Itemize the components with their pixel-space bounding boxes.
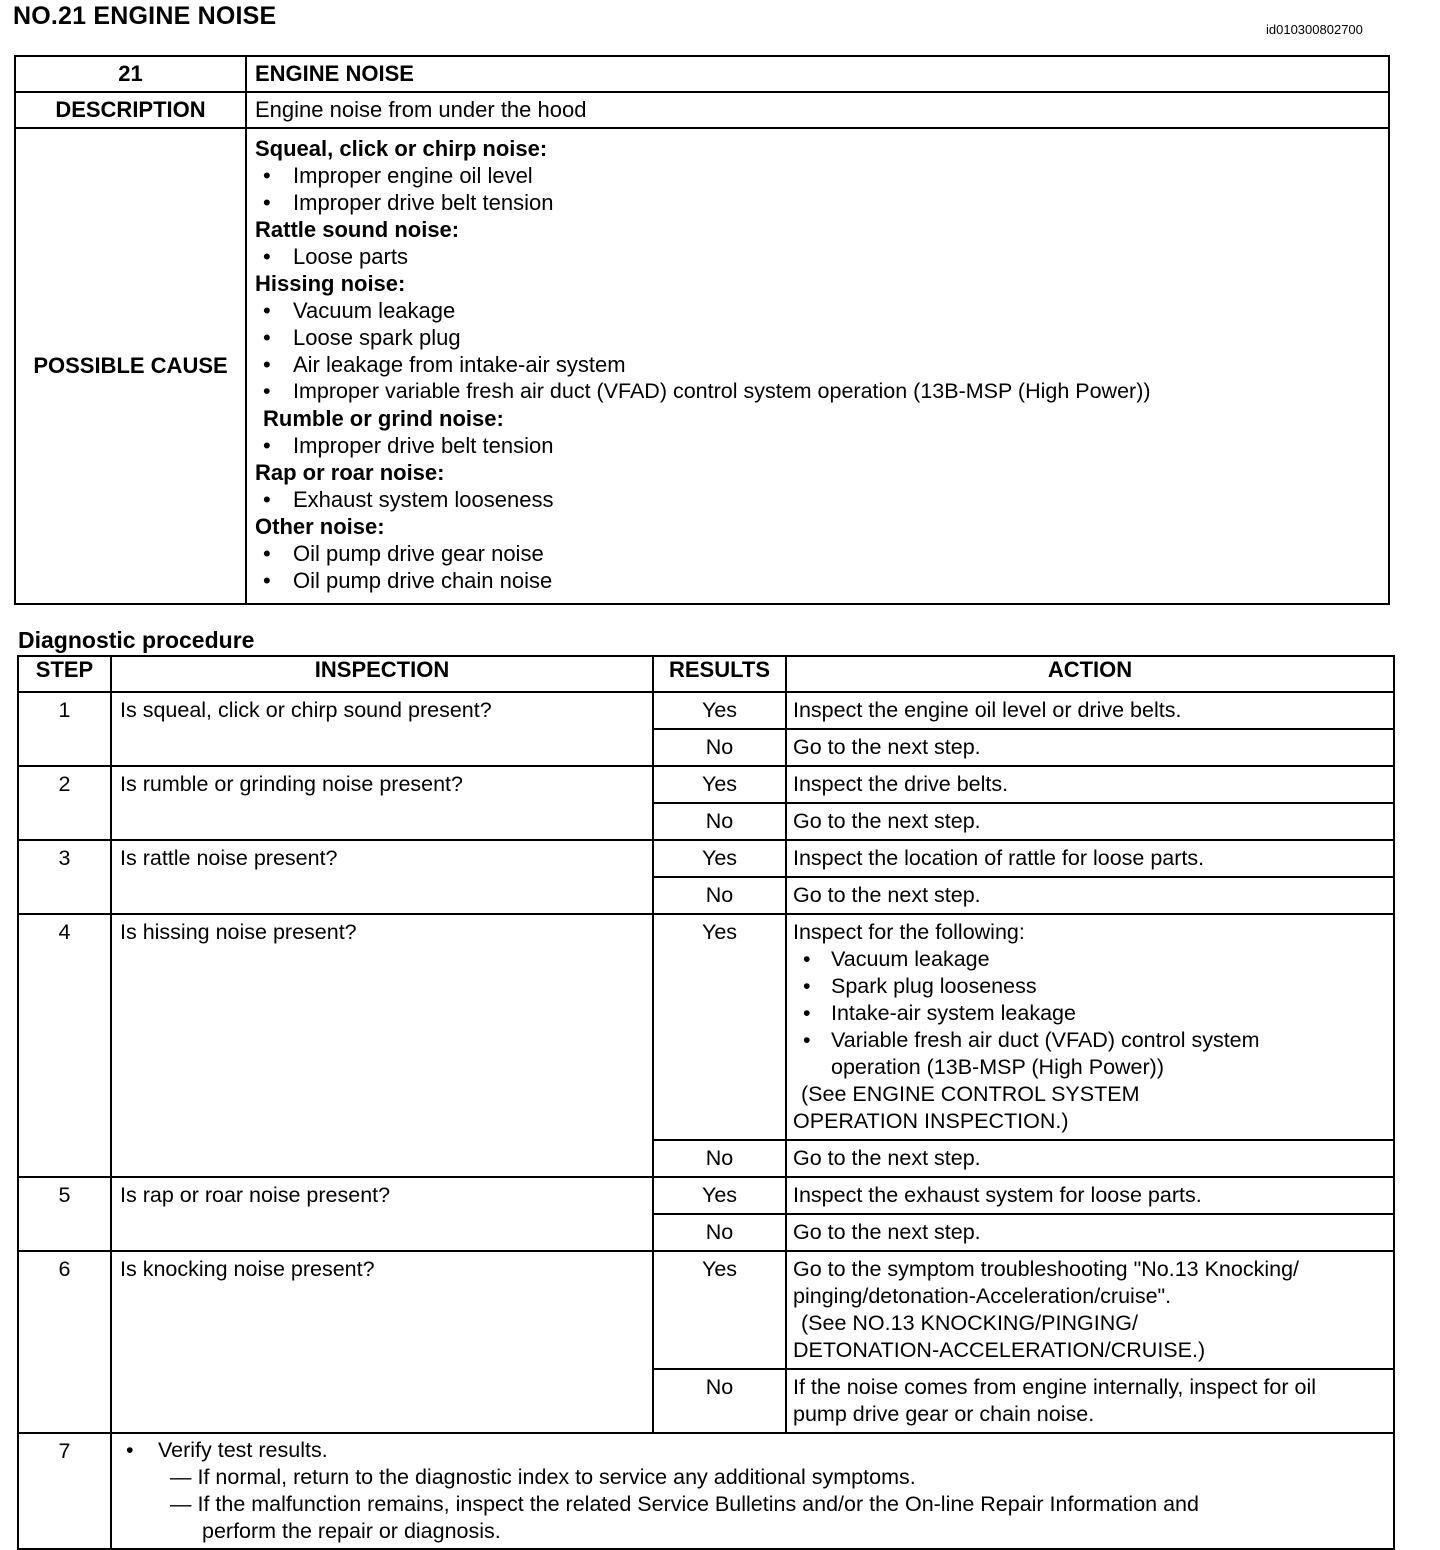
step-number: 3: [18, 840, 111, 914]
result-yes: Yes: [653, 766, 786, 803]
cause-heading: Other noise:: [255, 514, 385, 539]
bullet-icon: •: [263, 433, 271, 458]
action-text: [786, 1369, 1394, 1433]
inspection-text: Is hissing noise present?: [111, 914, 653, 1177]
bullet-icon: •: [803, 947, 811, 971]
description-label: DESCRIPTION: [15, 92, 246, 128]
result-yes: Yes: [653, 1177, 786, 1214]
table-row: [18, 1251, 1394, 1369]
cause-item: • Improper engine oil level: [263, 163, 533, 188]
table-row: [18, 766, 1394, 803]
step-number: 1: [18, 692, 111, 766]
bullet-icon: •: [263, 568, 271, 593]
symptom-number: 21: [15, 56, 246, 92]
action-reference: OPERATION INSPECTION.): [793, 1109, 1069, 1133]
inspection-text: Is rap or roar noise present?: [111, 1177, 653, 1251]
result-no: No: [653, 1214, 786, 1251]
cause-heading: Hissing noise:: [255, 271, 406, 296]
bullet-icon: •: [263, 352, 271, 377]
bullet-icon: •: [263, 379, 271, 403]
bullet-icon: •: [263, 298, 271, 323]
table-row: [18, 1177, 1394, 1214]
cause-heading: Squeal, click or chirp noise:: [255, 136, 548, 161]
action-line: pump drive gear or chain noise.: [793, 1402, 1095, 1426]
cause-heading: Rap or roar noise:: [255, 460, 445, 485]
bullet-icon: •: [263, 244, 271, 269]
action-line: If the noise comes from engine internally, inspect for oil: [793, 1375, 1317, 1399]
step-number: 6: [18, 1251, 111, 1433]
cause-item: • Air leakage from intake-air system: [263, 352, 626, 377]
action-text: Go to the next step.: [786, 1214, 1394, 1251]
result-yes: Yes: [653, 840, 786, 877]
result-no: No: [653, 1369, 786, 1433]
header-results: RESULTS: [653, 656, 786, 692]
result-no: No: [653, 1140, 786, 1177]
inspection-text: Is knocking noise present?: [111, 1251, 653, 1433]
bullet-icon: •: [803, 974, 811, 998]
table-row: [18, 914, 1394, 1140]
header-action: ACTION: [786, 656, 1394, 692]
action-reference: (See ENGINE CONTROL SYSTEM: [801, 1082, 1140, 1106]
header-inspection: INSPECTION: [111, 656, 653, 692]
cause-item: • Loose parts: [263, 244, 408, 269]
inspection-text: Is rattle noise present?: [111, 840, 653, 914]
action-text: [786, 1251, 1394, 1369]
dash-icon: —: [170, 1492, 192, 1516]
action-text: Inspect the location of rattle for loose parts.: [786, 840, 1394, 877]
result-yes: Yes: [653, 1251, 786, 1369]
action-text: Go to the next step.: [786, 1140, 1394, 1177]
cause-item: • Oil pump drive gear noise: [263, 541, 544, 566]
cause-item: • Loose spark plug: [263, 325, 461, 350]
action-line: pinging/detonation-Acceleration/cruise".: [793, 1284, 1172, 1308]
header-step: STEP: [18, 656, 111, 692]
bullet-icon: •: [263, 325, 271, 350]
final-malfunction-continued: perform the repair or diagnosis.: [202, 1519, 501, 1543]
action-text: Inspect the exhaust system for loose parts.: [786, 1177, 1394, 1214]
action-text: Inspect the drive belts.: [786, 766, 1394, 803]
step-number: 5: [18, 1177, 111, 1251]
action-item: • Variable fresh air duct (VFAD) control system: [803, 1028, 1260, 1052]
result-no: No: [653, 877, 786, 914]
cause-heading: Rattle sound noise:: [255, 217, 460, 242]
cause-item: • Exhaust system looseness: [263, 487, 554, 512]
action-intro: Inspect for the following:: [793, 920, 1025, 944]
diagnostic-procedure-table: [17, 655, 1395, 1550]
table-row: [18, 840, 1394, 877]
action-item: • Intake-air system leakage: [803, 1001, 1076, 1025]
result-no: No: [653, 729, 786, 766]
cause-item: • Improper variable fresh air duct (VFAD) control system operation (13B-MSP (High Power)): [263, 379, 1151, 403]
action-item: • Vacuum leakage: [803, 947, 990, 971]
bullet-icon: •: [126, 1438, 134, 1462]
action-text: [786, 914, 1394, 1140]
bullet-icon: •: [263, 190, 271, 215]
table-row: [18, 1433, 1394, 1549]
bullet-icon: •: [803, 1028, 811, 1052]
action-item-continued: operation (13B-MSP (High Power)): [831, 1055, 1164, 1079]
diagnostic-procedure-title: Diagnostic procedure: [18, 627, 255, 653]
bullet-icon: •: [263, 541, 271, 566]
step-number: 7: [18, 1433, 111, 1549]
cause-item: • Oil pump drive chain noise: [263, 568, 553, 593]
symptom-name: ENGINE NOISE: [246, 56, 1389, 92]
dash-icon: —: [170, 1465, 192, 1489]
inspection-text: Is rumble or grinding noise present?: [111, 766, 653, 840]
final-normal: — If normal, return to the diagnostic index to service any additional symptoms.: [170, 1465, 916, 1489]
possible-cause-label: POSSIBLE CAUSE: [15, 128, 246, 604]
final-main: • Verify test results.: [126, 1438, 328, 1462]
action-text: Go to the next step.: [786, 877, 1394, 914]
inspection-text: Is squeal, click or chirp sound present?: [111, 692, 653, 766]
table-row: [18, 692, 1394, 729]
bullet-icon: •: [263, 163, 271, 188]
action-item: • Spark plug looseness: [803, 974, 1037, 998]
result-no: No: [653, 803, 786, 840]
symptom-summary-table: [14, 55, 1390, 605]
final-malfunction: — If the malfunction remains, inspect the related Service Bulletins and/or the On-line Repair Information and: [170, 1492, 1199, 1516]
cause-item: • Vacuum leakage: [263, 298, 456, 323]
action-reference: DETONATION-ACCELERATION/CRUISE.): [793, 1338, 1206, 1362]
cause-item: • Improper drive belt tension: [263, 433, 554, 458]
page-title: NO.21 ENGINE NOISE: [13, 2, 277, 30]
action-line: Go to the symptom troubleshooting "No.13 Knocking/: [793, 1257, 1299, 1281]
possible-cause-list: [246, 128, 1389, 604]
step-number: 2: [18, 766, 111, 840]
result-yes: Yes: [653, 914, 786, 1140]
document-id: id010300802700: [1266, 22, 1363, 37]
cause-heading: Rumble or grind noise:: [263, 406, 504, 431]
bullet-icon: •: [263, 487, 271, 512]
cause-item: • Improper drive belt tension: [263, 190, 554, 215]
bullet-icon: •: [803, 1001, 811, 1025]
action-text: Go to the next step.: [786, 729, 1394, 766]
step-number: 4: [18, 914, 111, 1177]
final-step-text: [111, 1433, 1394, 1549]
result-yes: Yes: [653, 692, 786, 729]
action-text: Inspect the engine oil level or drive belts.: [786, 692, 1394, 729]
action-reference: (See NO.13 KNOCKING/PINGING/: [801, 1311, 1138, 1335]
action-text: Go to the next step.: [786, 803, 1394, 840]
description-value: Engine noise from under the hood: [246, 92, 1389, 128]
